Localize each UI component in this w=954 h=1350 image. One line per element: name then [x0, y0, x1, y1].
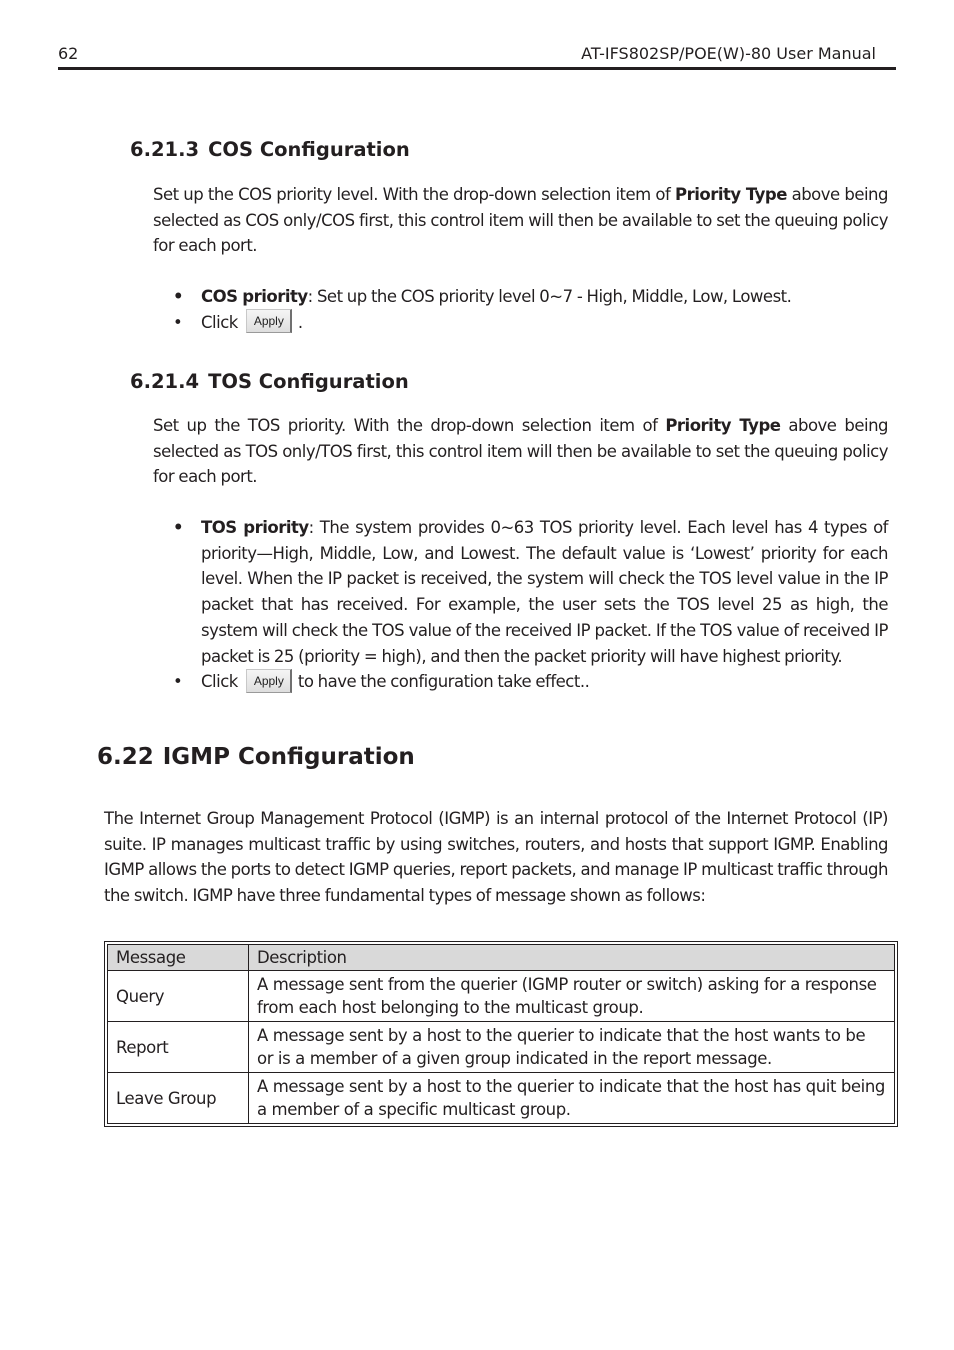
- igmp-section-title: IGMP Configuration: [162, 744, 415, 770]
- bullet-dot-icon: •: [173, 672, 183, 692]
- bullet-dot-icon: •: [173, 518, 184, 537]
- igmp-section-number: 6.22: [97, 744, 154, 770]
- tos-click-text: Click: [201, 672, 238, 692]
- tos-click-text-end: to have the configuration take effect..: [297, 672, 590, 692]
- table-row: [108, 971, 895, 1022]
- cos-section-heading: [130, 138, 410, 161]
- igmp-message-table: [107, 944, 895, 1124]
- tos-priority-text: : The system provides 0~63 TOS priority level. Each level has 4 types of priority—High, Middle, Low, and Lowest. The default value is ‘Lowest’ priority for each level. When the IP packet is received, the system will check the TOS level value in the IP packet that has received. For example, the user sets the TOS level 25 as high, the system will check the TOS value of the received IP packet. If the TOS value of received IP packet is 25 (priority = high), and then the packet priority will have highest priority.: [201, 518, 888, 666]
- tos-section-number: 6.21.4: [130, 370, 200, 393]
- table-cell-description: A message sent by a host to the querier to indicate that the host wants to be or is a member of a given group indicated in the report message.: [249, 1022, 895, 1073]
- table-row: [108, 1073, 895, 1124]
- table-cell-message: Report: [108, 1022, 249, 1073]
- cos-priority-text: : Set up the COS priority level 0~7 - High, Middle, Low, Lowest.: [307, 287, 792, 306]
- cos-intro-paragraph: [153, 182, 888, 259]
- running-header-title: AT-IFS802SP/POE(W)-80 User Manual: [581, 44, 876, 63]
- cos-intro-bold: Priority Type: [675, 185, 787, 204]
- cos-click-text: Click: [201, 312, 238, 332]
- table-header-message: Message: [108, 945, 249, 971]
- tos-intro-paragraph: [153, 413, 888, 490]
- table-header-description: Description: [249, 945, 895, 971]
- cos-click-text-end: .: [297, 312, 303, 332]
- tos-priority-label: TOS priority: [201, 518, 309, 537]
- header-rule: [58, 67, 896, 70]
- tos-intro-text-end: above being selected as TOS only/TOS first, this control item will then be available to set the queuing policy for each port.: [153, 416, 888, 487]
- cos-priority-label: COS priority: [201, 287, 308, 306]
- tos-intro-bold: Priority Type: [665, 416, 781, 435]
- tos-apply-button[interactable]: Apply: [246, 669, 292, 693]
- tos-intro-text: Set up the TOS priority. With the drop-down selection item of: [153, 416, 666, 435]
- table-row: [108, 1022, 895, 1073]
- cos-intro-text: Set up the COS priority level. With the drop-down selection item of: [153, 185, 676, 204]
- cos-bullet-list: [153, 284, 888, 335]
- tos-priority-bullet: [153, 515, 888, 669]
- cos-intro-text-end: above being selected as COS only/COS first, this control item will then be available to set the queuing policy for each port.: [153, 185, 888, 256]
- table-cell-message: Query: [108, 971, 249, 1022]
- table-cell-description: A message sent by a host to the querier to indicate that the host has quit being a member of a specific multicast group.: [249, 1073, 895, 1124]
- tos-click-bullet: [153, 669, 888, 695]
- igmp-intro-paragraph: The Internet Group Management Protocol (IGMP) is an internal protocol of the Internet Protocol (IP) suite. IP manages multicast traffic by using switches, routers, and hosts that support IGMP. Enabling IGMP allows the ports to detect IGMP queries, report packets, and manage IP multicast traffic through the switch. IGMP have three fundamental types of message shown as follows:: [104, 809, 888, 906]
- cos-section-number: 6.21.3: [130, 138, 200, 161]
- table-cell-message: Leave Group: [108, 1073, 249, 1124]
- bullet-dot-icon: •: [173, 287, 184, 306]
- cos-priority-bullet: [153, 284, 888, 310]
- tos-section-title: TOS Configuration: [208, 370, 409, 393]
- cos-click-bullet: [153, 310, 888, 336]
- tos-bullet-list: [153, 515, 888, 695]
- igmp-message-table-frame: [104, 941, 898, 1127]
- tos-section-heading: [130, 370, 409, 393]
- page-number: 62: [58, 44, 79, 63]
- table-header-row: [108, 945, 895, 971]
- bullet-dot-icon: •: [173, 312, 183, 332]
- cos-apply-button[interactable]: Apply: [246, 309, 292, 333]
- igmp-section-heading: [97, 744, 415, 770]
- table-cell-description: A message sent from the querier (IGMP router or switch) asking for a response from each host belonging to the multicast group.: [249, 971, 895, 1022]
- cos-section-title: COS Configuration: [208, 138, 410, 161]
